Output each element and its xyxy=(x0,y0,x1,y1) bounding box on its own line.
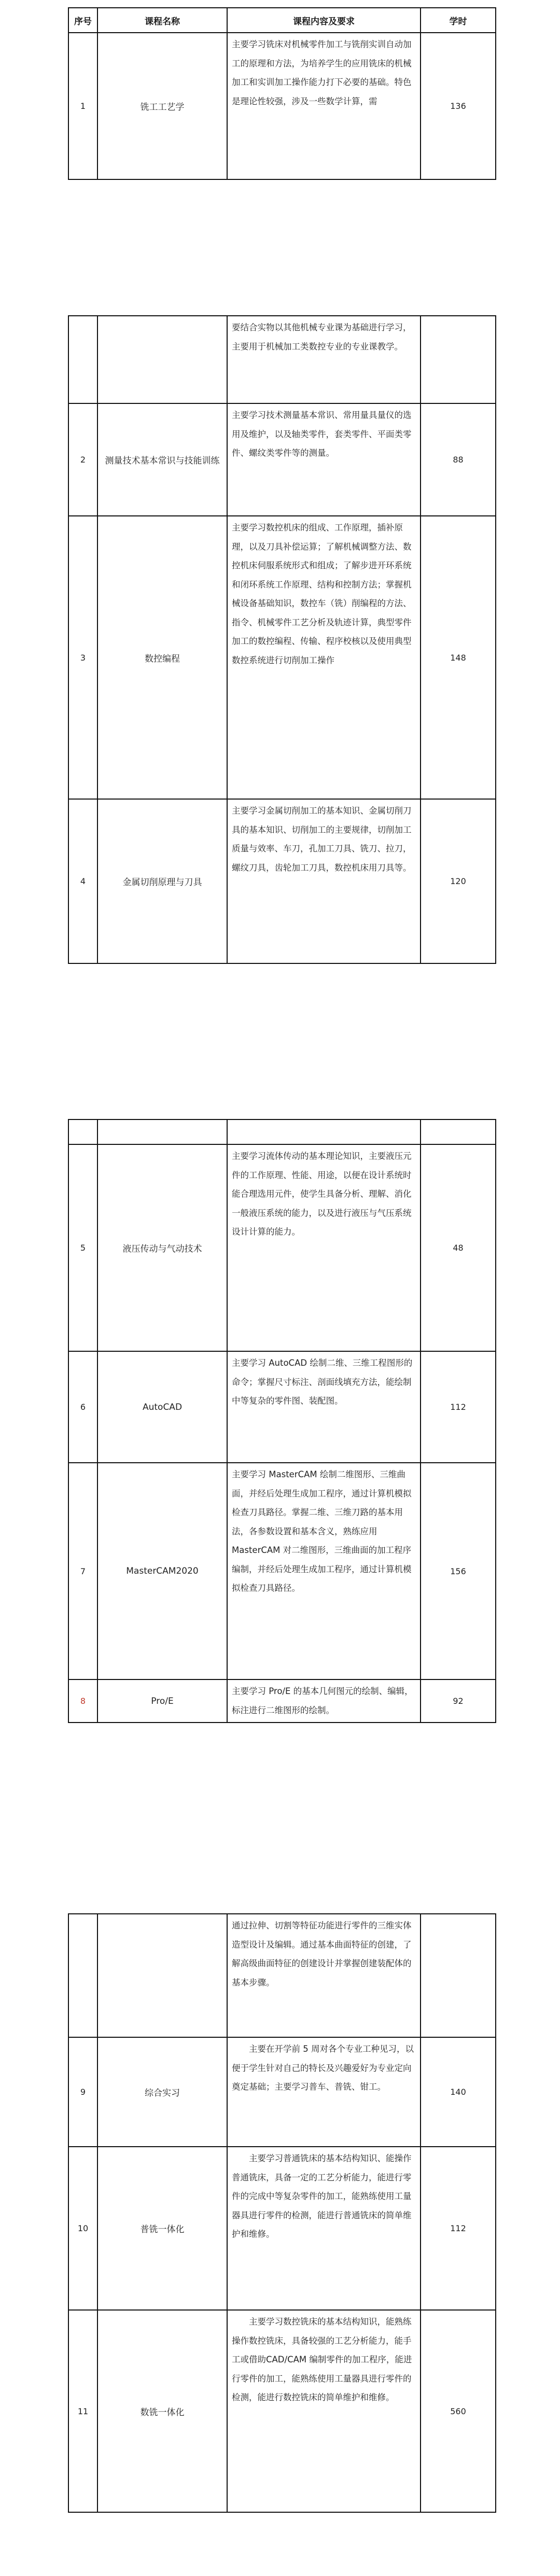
course-name: 金属切削原理与刀具 xyxy=(97,799,227,963)
course-name xyxy=(97,316,227,403)
course-table-page-2 xyxy=(68,315,496,964)
header-hours: 学时 xyxy=(421,8,496,33)
table-row xyxy=(68,2147,496,2310)
row-number: 11 xyxy=(68,2310,97,2512)
course-description: 主要学习普通铣床的基本结构知识、能操作普通铣床，具备一定的工艺分析能力，能进行零件的完成中等复杂零件的加工，能熟练使用工量器具进行零件的检测，能进行普通铣床的简单维护和维修。 xyxy=(227,2147,421,2310)
course-hours: 120 xyxy=(421,799,496,963)
course-hours: 560 xyxy=(421,2310,496,2512)
course-description: 主要学习 AutoCAD 绘制二维、三维工程图形的命令；掌握尺寸标注、剖面线填充方法，能绘制中等复杂的零件图、装配图。 xyxy=(227,1351,421,1463)
course-hours: 92 xyxy=(421,1679,496,1723)
table-row xyxy=(68,403,496,516)
row-number xyxy=(68,1914,97,2037)
table-row xyxy=(68,1351,496,1463)
course-description: 主要学习铣床对机械零件加工与铣削实训自动加工的原理和方法，为培养学生的应用铣床的机械加工和实训加工操作能力打下必要的基础。特色是理论性较强，涉及一些数学计算，需 xyxy=(227,33,421,179)
course-hours: 156 xyxy=(421,1463,496,1679)
course-description: 主要学习数控机床的组成、工作原理，插补原理，以及刀具补偿运算；了解机械调整方法、数控机床伺服系统形式和组成；了解步进开环系统和闭环系统工作原理、结构和控制方法；掌握机械设备基础知识，数控车（铣）削编程的方法、指令、机械零件工艺分析及轨迹计算，典型零件加工的数控编程、传输、程序校核以及使用典型数控系统进行切削加工操作 xyxy=(227,516,421,799)
row-number xyxy=(68,316,97,403)
row-number: 1 xyxy=(68,33,97,179)
course-name: AutoCAD xyxy=(97,1351,227,1463)
table-row xyxy=(68,1463,496,1679)
course-name: 铣工工艺学 xyxy=(97,33,227,179)
row-number: 7 xyxy=(68,1463,97,1679)
course-hours xyxy=(421,1914,496,2037)
course-hours: 136 xyxy=(421,33,496,179)
course-description: 主要学习 Pro/E 的基本几何图元的绘制、编辑，标注进行二维图形的绘制。 xyxy=(227,1679,421,1723)
course-hours xyxy=(421,316,496,403)
course-table-page-4 xyxy=(68,1913,496,2513)
course-table-page-1 xyxy=(68,7,496,180)
course-description: 主要学习金属切削加工的基本知识、金属切削刀具的基本知识、切削加工的主要规律，切削加工质量与效率、车刀，孔加工刀具、铣刀、拉刀，螺纹刀具，齿轮加工刀具，数控机床用刀具等。 xyxy=(227,799,421,963)
course-name: MasterCAM2020 xyxy=(97,1463,227,1679)
course-description: 主要学习数控铣床的基本结构知识，能熟练操作数控铣床，具备较强的工艺分析能力，能手工或借助CAD/CAM 编制零件的加工程序，能进行零件的加工，能熟练使用工量器具进行零件的检测，能进行数控铣床的简单维护和维修。 xyxy=(227,2310,421,2512)
course-name: Pro/E xyxy=(97,1679,227,1723)
blank-header-row xyxy=(68,1119,496,1144)
course-description: 主要学习 MasterCAM 绘制二维图形、三维曲面，并经后处理生成加工程序，通过计算机模拟检查刀具路径。掌握二维、三维刀路的基本用法，各参数设置和基本含义，熟练应用MasterCAM 对二维图形，三维曲面的加工程序编制，并经后处理生成加工程序，通过计算机模拟检查刀具路径。 xyxy=(227,1463,421,1679)
row-number: 3 xyxy=(68,516,97,799)
row-number: 5 xyxy=(68,1144,97,1351)
table-header-row xyxy=(68,8,496,33)
table-row xyxy=(68,33,496,179)
row-number: 9 xyxy=(68,2037,97,2147)
table-row xyxy=(68,1144,496,1351)
table-row xyxy=(68,1679,496,1723)
table-row xyxy=(68,316,496,403)
course-hours: 48 xyxy=(421,1144,496,1351)
row-number: 4 xyxy=(68,799,97,963)
course-name: 数铣一体化 xyxy=(97,2310,227,2512)
course-hours: 88 xyxy=(421,403,496,516)
row-number: 6 xyxy=(68,1351,97,1463)
header-course-name: 课程名称 xyxy=(97,8,227,33)
course-name: 液压传动与气动技术 xyxy=(97,1144,227,1351)
course-hours: 112 xyxy=(421,2147,496,2310)
course-hours: 140 xyxy=(421,2037,496,2147)
course-name: 测量技术基本常识与技能训练 xyxy=(97,403,227,516)
table-row xyxy=(68,1914,496,2037)
row-number: 8 xyxy=(68,1679,97,1723)
table-row xyxy=(68,2310,496,2512)
course-name: 数控编程 xyxy=(97,516,227,799)
header-no: 序号 xyxy=(68,8,97,33)
table-row xyxy=(68,799,496,963)
course-name xyxy=(97,1914,227,2037)
row-number: 2 xyxy=(68,403,97,516)
course-hours: 112 xyxy=(421,1351,496,1463)
course-name: 普铣一体化 xyxy=(97,2147,227,2310)
table-row xyxy=(68,2037,496,2147)
course-table-page-3 xyxy=(68,1119,496,1723)
header-content: 课程内容及要求 xyxy=(227,8,421,33)
row-number: 10 xyxy=(68,2147,97,2310)
course-description: 主要学习流体传动的基本理论知识，主要液压元件的工作原理、性能、用途，以便在设计系统时能合理选用元件，使学生具备分析、理解、消化一般液压系统的能力，以及进行液压与气压系统设计计算的能力。 xyxy=(227,1144,421,1351)
table-row xyxy=(68,516,496,799)
course-description: 要结合实物以其他机械专业课为基础进行学习，主要用于机械加工类数控专业的专业课教学。 xyxy=(227,316,421,403)
course-description: 主要在开学前 5 周对各个专业工种见习，以便于学生针对自己的特长及兴趣爱好为专业定向奠定基础；主要学习普车、普铣、钳工。 xyxy=(227,2037,421,2147)
course-hours: 148 xyxy=(421,516,496,799)
course-description: 通过拉伸、切割等特征功能进行零件的三维实体造型设计及编辑。通过基本曲面特征的创建，了解高级曲面特征的创建设计并掌握创建装配体的基本步骤。 xyxy=(227,1914,421,2037)
course-description: 主要学习技术测量基本常识、常用量具量仪的选用及维护，以及轴类零件，套类零件、平面类零件、螺纹类零件等的测量。 xyxy=(227,403,421,516)
course-name: 综合实习 xyxy=(97,2037,227,2147)
